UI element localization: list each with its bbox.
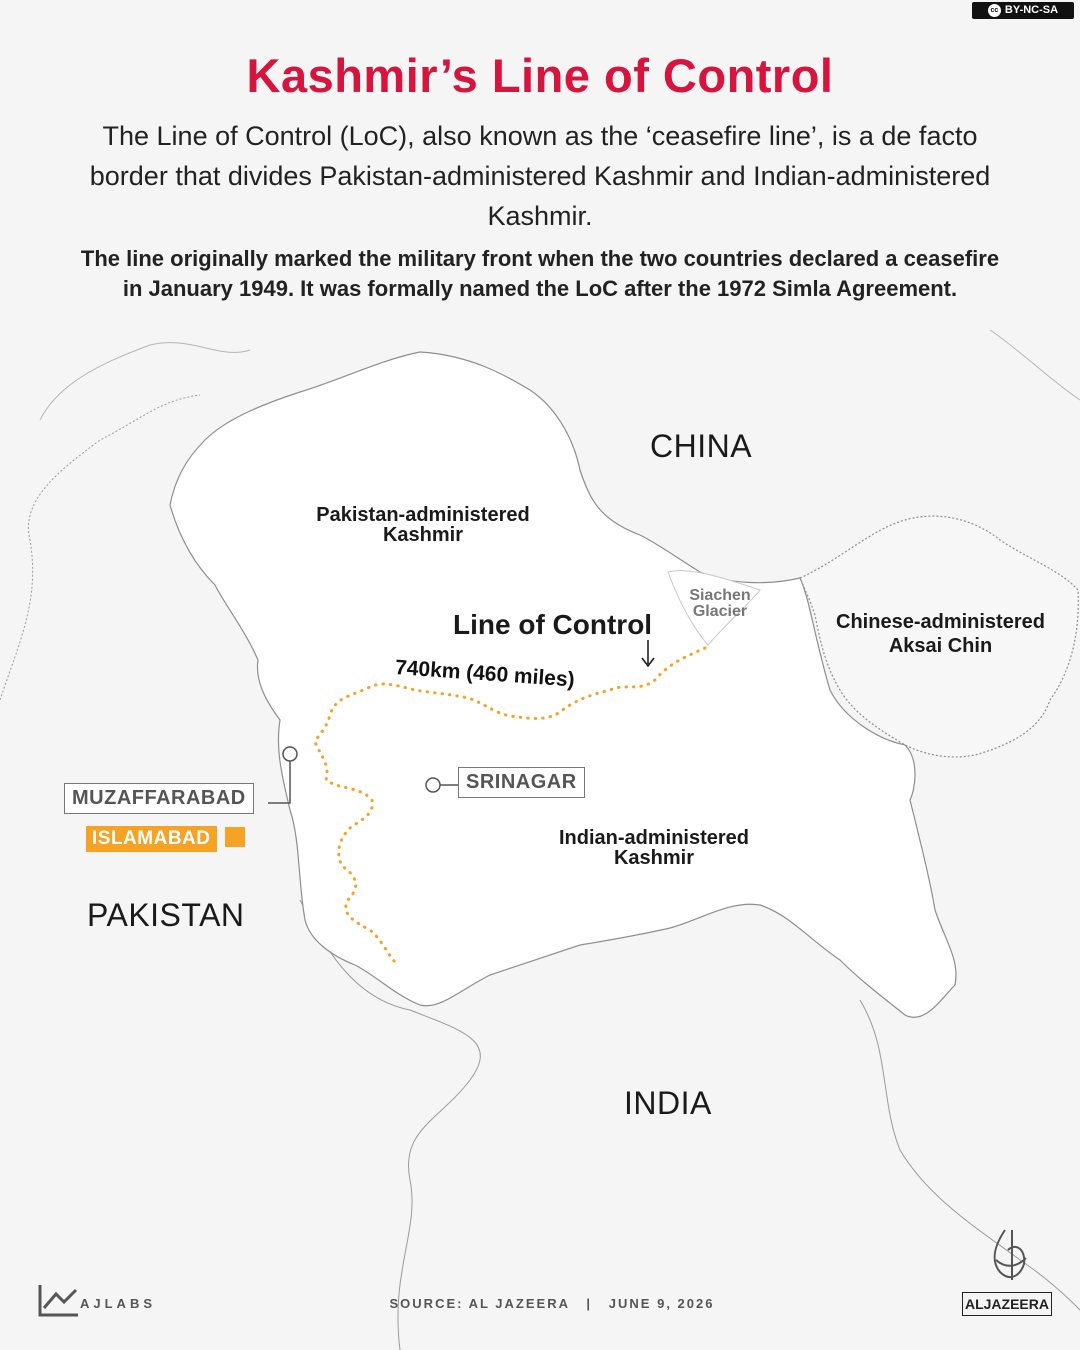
source-line: SOURCE: AL JAZEERA | JUNE 9, 2026 [389, 1296, 715, 1311]
border-china-ne [990, 330, 1080, 400]
capital-label-islamabad: ISLAMABAD [86, 826, 217, 852]
city-label-muzaffarabad: MUZAFFARABAD [64, 783, 254, 814]
loc-label: Line of Control [453, 609, 653, 640]
border-india-east [860, 1000, 1080, 1310]
city-label-srinagar: SRINAGAR [458, 767, 585, 798]
region-label-line: Aksai Chin [888, 635, 993, 657]
aljazeera-calligraphy-icon [995, 1230, 1026, 1280]
region-label-line: Kashmir [613, 847, 695, 869]
region-label-pakistan-administered [300, 505, 546, 545]
country-label-india: INDIA [624, 1085, 712, 1121]
glacier-label-line: Glacier [692, 603, 748, 620]
country-label-pakistan: PAKISTAN [87, 897, 245, 933]
region-label-aksai-chin [818, 610, 1063, 658]
capital-marker-islamabad [225, 827, 245, 847]
region-label-line: Pakistan-administered [316, 504, 530, 526]
country-label-china: CHINA [650, 428, 753, 464]
region-label-line: Chinese-administered [836, 611, 1045, 633]
region-label-line: Kashmir [382, 524, 464, 546]
creative-commons-icon: cc [988, 4, 1001, 17]
license-badge [972, 2, 1074, 19]
border-west [40, 343, 250, 420]
srinagar-marker [426, 778, 440, 792]
sub-paragraph: The line originally marked the military front when the two countries declared a ceasefire in January 1949. It was formally named the LoC after the 1972 Simla Agreement. [80, 246, 1000, 301]
ajlabs-brand: AJLABS [80, 1296, 157, 1311]
aljazeera-logo: ALJAZEERA [962, 1292, 1052, 1316]
lead-paragraph: The Line of Control (LoC), also known as the ‘ceasefire line’, is a de facto border that divides Pakistan-administered Kashmir and Indian-administered Kashmir. [89, 121, 991, 231]
license-label: BY-NC-SA [1004, 4, 1059, 16]
siachen-glacier-label [682, 588, 758, 620]
muzaffarabad-marker [283, 747, 297, 761]
page-title: Kashmir’s Line of Control [246, 49, 834, 102]
glacier-label-line: Siachen [689, 587, 751, 604]
loc-length-label: 740km (460 miles) [394, 656, 576, 692]
region-label-line: Indian-administered [558, 827, 750, 849]
border-afghanistan-pakistan [0, 395, 200, 700]
region-label-indian-administered [540, 828, 768, 868]
